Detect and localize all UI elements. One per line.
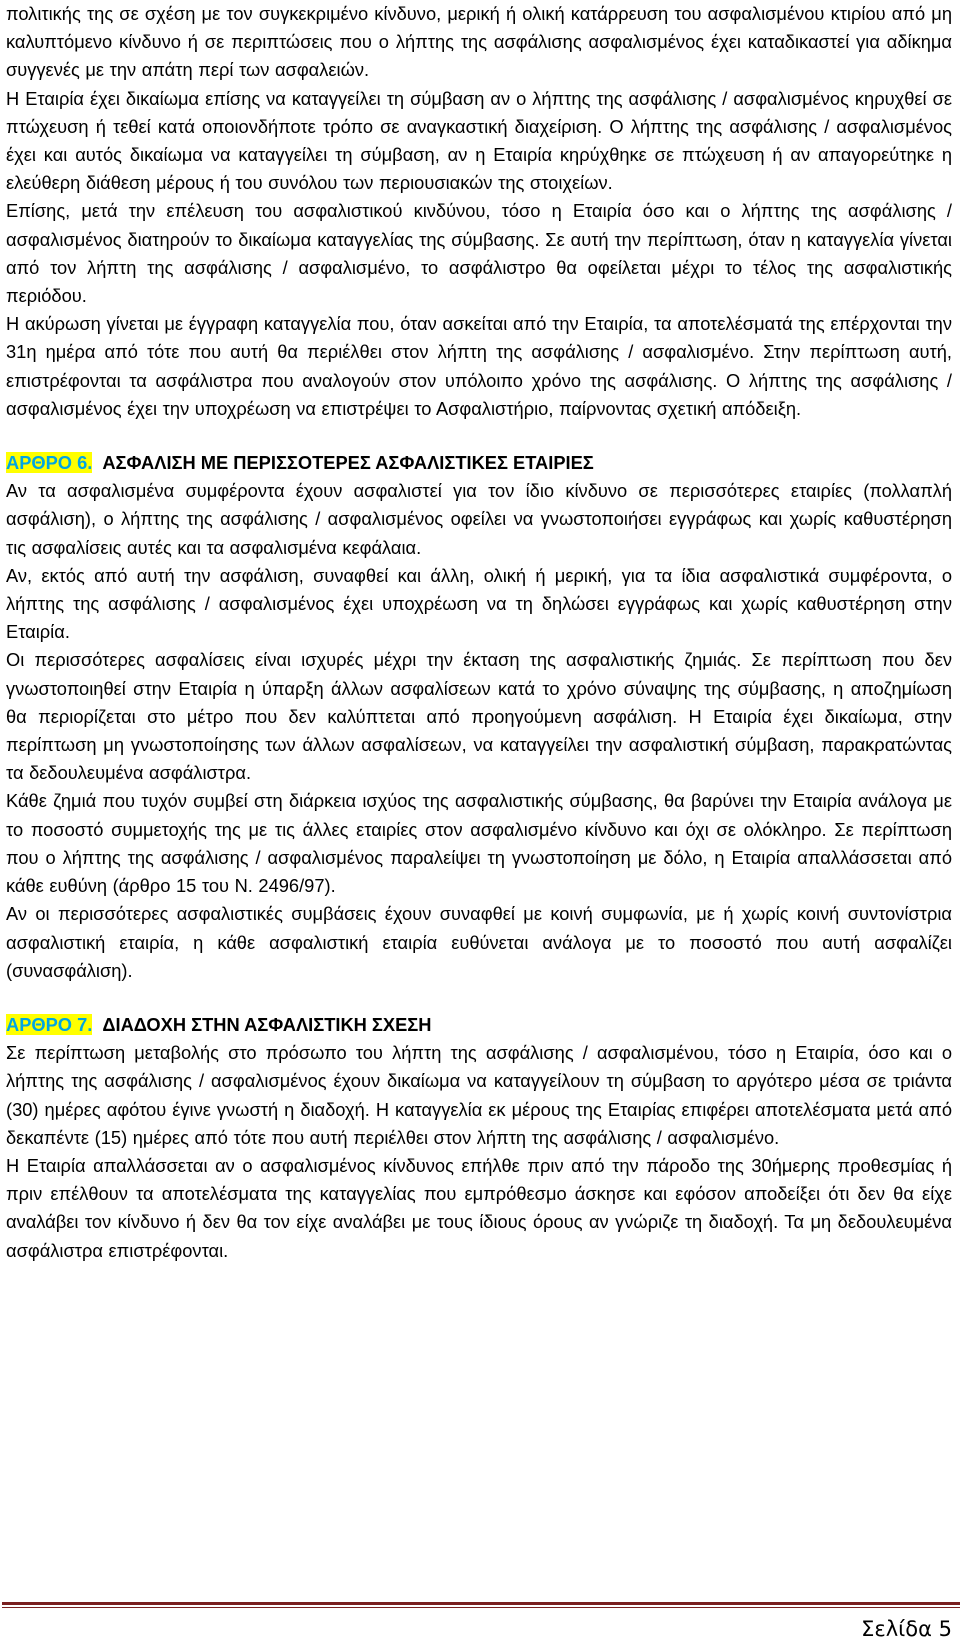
article-7-section <box>6 1011 952 1265</box>
section-continuation <box>6 0 952 423</box>
paragraph: Σε περίπτωση μεταβολής στο πρόσωπο του λήπτη της ασφάλισης / ασφαλισμένου, τόσο η Εταιρία, όσο και ο λήπτης της ασφάλισης / ασφαλισμένος έχουν δικαίωμα να καταγγείλουν τη σύμβαση το αργότερο μέσα σε τριάντα (30) ημέρες αφότου έγινε γνωστή η διαδοχή. Η καταγγελία εκ μέρους της Εταιρίας επιφέρει αποτελέσματα μετά από δεκαπέντε (15) ημέρες από τότε που αυτή περιέλθει στον λήπτη της ασφάλισης / ασφαλισμένο. <box>6 1042 952 1148</box>
paragraph: Η ακύρωση γίνεται με έγγραφη καταγγελία που, όταν ασκείται από την Εταιρία, τα αποτελέσματά της επέρχονται την 31η ημέρα από τότε που αυτή θα περιέλθει στον λήπτη της ασφάλισης / ασφαλισμένο. Στην περίπτωση αυτή, επιστρέφονται τα ασφάλιστρα που αναλογούν στον υπόλοιπο χρόνο της ασφάλισης. Ο λήπτης της ασφάλισης / ασφαλισμένος έχει την υποχρέωση να επιστρέψει το Ασφαλιστήριο, παίρνοντας σχετική απόδειξη. <box>6 313 952 419</box>
paragraph: Οι περισσότερες ασφαλίσεις είναι ισχυρές μέχρι την έκταση της ασφαλιστικής ζημιάς. Σε περίπτωση που δεν γνωστοποιηθεί στην Εταιρία η ύπαρξη άλλων ασφαλίσεων κατά το χρόνο σύναψης της σύμβασης, η αποζημίωση θα περιορίζεται στο μέτρο που δεν καλύπτεται από προηγούμενη ασφάλιση. Η Εταιρία έχει δικαίωμα, στην περίπτωση μη γνωστοποίησης των άλλων ασφαλίσεων, να καταγγείλει την ασφαλιστική σύμβαση, παρακρατώντας τα δεδουλευμένα ασφάλιστρα. <box>6 649 952 784</box>
paragraph: Αν, εκτός από αυτή την ασφάλιση, συναφθεί και άλλη, ολική ή μερική, για τα ίδια ασφαλιστικά συμφέροντα, ο λήπτης της ασφάλισης / ασφαλισμένος έχει υποχρέωση να τη δηλώσει εγγράφως και χωρίς καθυστέρηση στην Εταιρία. <box>6 564 952 643</box>
paragraph: Αν οι περισσότερες ασφαλιστικές συμβάσεις έχουν συναφθεί με κοινή συμφωνία, με ή χωρίς κοινή συντονίστρια ασφαλιστική εταιρία, η κάθε ασφαλιστική εταιρία ευθύνεται ανάλογα με το ποσοστό που αυτή ασφαλίζει (συνασφάλιση). <box>6 903 952 981</box>
footer-divider <box>2 1602 960 1605</box>
paragraph: Κάθε ζημιά που τυχόν συμβεί στη διάρκεια ισχύος της ασφαλιστικής σύμβασης, θα βαρύνει την Εταιρία ανάλογα με το ποσοστό συμμετοχής της με τις άλλες εταιρίες στον ασφαλισμένο κίνδυνο και όχι σε ολόκληρο. Σε περίπτωση που ο λήπτης της ασφάλισης / ασφαλισμένος παραλείψει τη γνωστοποίηση με δόλο, η Εταιρία απαλλάσσεται από κάθε ευθύνη (άρθρο 15 του Ν. 2496/97). <box>6 790 952 897</box>
article-7-heading <box>6 1011 952 1039</box>
article-6-label: ΑΡΘΡΟ 6. <box>6 452 93 474</box>
article-6-section <box>6 449 952 985</box>
article-6-title: ΑΣΦΑΛΙΣΗ ΜΕ ΠΕΡΙΣΣΟΤΕΡΕΣ ΑΣΦΑΛΙΣΤΙΚΕΣ ΕΤΑΙΡΙΕΣ <box>102 452 594 474</box>
paragraph: πολιτικής της σε σχέση με τον συγκεκριμένο κίνδυνο, μερική ή ολική κατάρρευση του ασφαλισμένου κτιρίου από μη καλυπτόμενο κίνδυνο ή σε περιπτώσεις που ο λήπτης της ασφάλισης ασφαλισμένος έχει καταδικαστεί για αδίκημα συγγενές με την απάτη περί των ασφαλειών. <box>6 3 952 81</box>
spacer <box>6 985 952 1011</box>
paragraph: Επίσης, μετά την επέλευση του ασφαλιστικού κινδύνου, τόσο η Εταιρία όσο και ο λήπτης της ασφάλισης / ασφαλισμένος διατηρούν το δικαίωμα καταγγελίας της σύμβασης. Σε αυτή την περίπτωση, όταν η καταγγελία γίνεται από τον λήπτη της ασφάλισης / ασφαλισμένο, το ασφάλιστρο θα οφείλεται μέχρι το τέλος της ασφαλιστικής περιόδου. <box>6 200 952 307</box>
paragraph: Η Εταιρία έχει δικαίωμα επίσης να καταγγείλει τη σύμβαση αν ο λήπτης της ασφάλισης / ασφαλισμένος κηρυχθεί σε πτώχευση ή τεθεί κατά οποιονδήποτε τρόπο σε αναγκαστική διαχείριση. Ο λήπτης της ασφάλισης / ασφαλισμένος έχει και αυτός δικαίωμα να καταγγείλει τη σύμβαση, αν η Εταιρία κηρύχθηκε σε πτώχευση ή αν απαγορεύτηκε η ελεύθερη διάθεση μέρους ή του συνόλου των περιουσιακών της στοιχείων. <box>6 87 952 194</box>
article-7-title: ΔΙΑΔΟΧΗ ΣΤΗΝ ΑΣΦΑΛΙΣΤΙΚΗ ΣΧΕΣΗ <box>102 1013 432 1035</box>
page-number: Σελίδα 5 <box>861 1617 952 1641</box>
spacer <box>6 423 952 449</box>
footer-divider-thin <box>2 1607 960 1608</box>
paragraph: Αν τα ασφαλισμένα συμφέροντα έχουν ασφαλιστεί για τον ίδιο κίνδυνο σε περισσότερες εταιρίες (πολλαπλή ασφάλιση), ο λήπτης της ασφάλισης / ασφαλισμένος οφείλει να γνωστοποιήσει εγγράφως και χωρίς καθυστέρηση τις ασφαλίσεις αυτές και τα ασφαλισμένα κεφάλαια. <box>6 480 952 558</box>
document-page <box>6 0 952 1265</box>
article-7-label: ΑΡΘΡΟ 7. <box>6 1013 93 1035</box>
article-6-heading <box>6 449 952 477</box>
paragraph: Η Εταιρία απαλλάσσεται αν ο ασφαλισμένος κίνδυνος επήλθε πριν από την πάροδο της 30ήμερης προθεσμίας ή πριν επέλθουν τα αποτελέσματα της καταγγελίας που εμπρόθεσμο άσκησε και εφόσον αποδείξει ότι δεν θα είχε αναλάβει τον κίνδυνο ή δεν θα τον είχε αναλάβει με τους ίδιους όρους αν γνώριζε τη διαδοχή. Τα μη δεδουλευμένα ασφάλιστρα επιστρέφονται. <box>6 1154 952 1261</box>
